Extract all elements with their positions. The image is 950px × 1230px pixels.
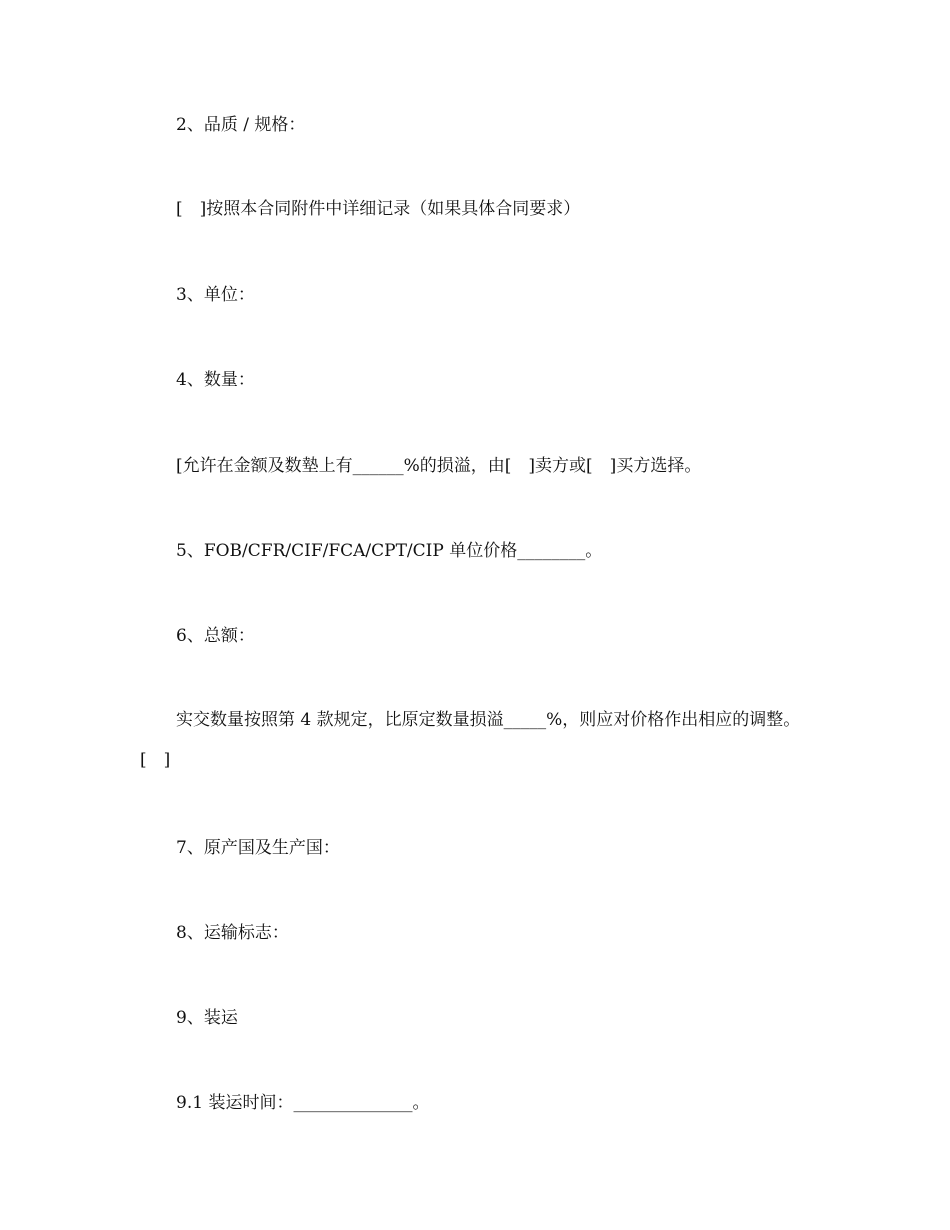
section-7-origin: 7、原产国及生产国： (176, 838, 340, 858)
section-8-shipping-marks: 8、运输标志： (176, 923, 289, 943)
section-5-unit-price: 5、FOB/CFR/CIF/FCA/CPT/CIP 单位价格________。 (176, 541, 603, 561)
price-adjustment-clause: 实交数量按照第 4 款规定，比原定数量损溢_____%，则应对价格作出相应的调整。[ ] (140, 710, 801, 770)
section-4-quantity: 4、数量： (176, 370, 255, 390)
section-6-total-amount: 6、总额： (176, 626, 255, 646)
section-2-quality-spec: 2、品质 / 规格： (176, 115, 306, 135)
quantity-tolerance-clause: [允许在金额及数墊上有______%的损溢，由[ ]卖方或[ ]买方选择。 (176, 456, 702, 476)
quality-spec-option: [ ]按照本合同附件中详细记录（如果具体合同要求） (176, 199, 581, 219)
section-9-1-shipment-time: 9.1 装运时间：______________。 (176, 1093, 430, 1113)
section-3-unit: 3、单位： (176, 285, 255, 305)
section-9-shipment: 9、装运 (176, 1008, 238, 1028)
